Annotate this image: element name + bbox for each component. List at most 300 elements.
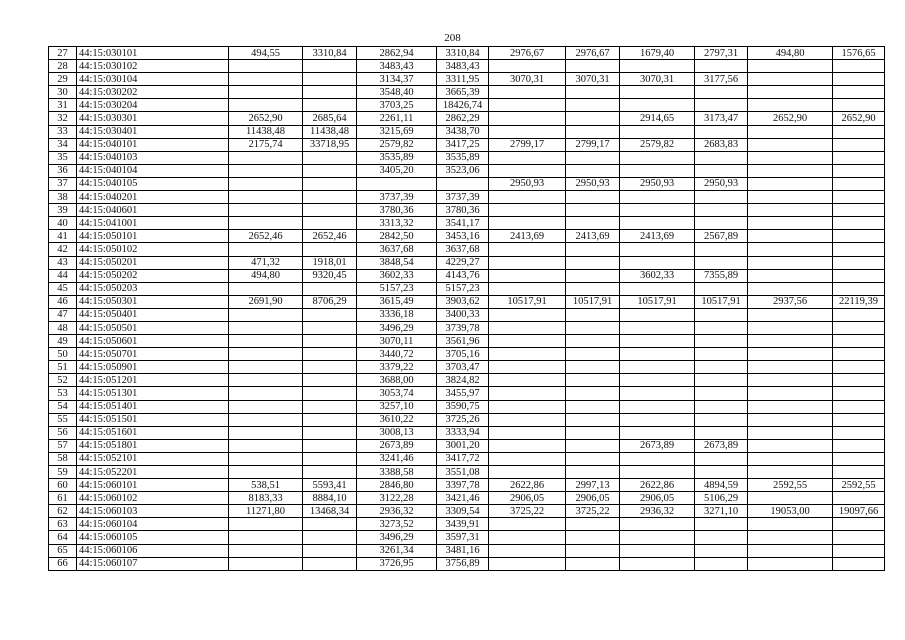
table-row	[49, 256, 885, 269]
row-number-cell: 39	[49, 204, 77, 217]
value-cell	[229, 400, 303, 413]
value-cell	[833, 400, 885, 413]
value-cell: 3535,89	[437, 151, 489, 164]
value-cell: 9320,45	[303, 269, 357, 282]
cadastral-code-cell: 44:15:030104	[77, 73, 229, 86]
value-cell	[833, 439, 885, 452]
value-cell	[303, 308, 357, 321]
value-cell	[303, 73, 357, 86]
value-cell	[833, 426, 885, 439]
value-cell: 3122,28	[357, 492, 437, 505]
value-cell: 2652,46	[303, 230, 357, 243]
value-cell: 3496,29	[357, 531, 437, 544]
value-cell	[229, 151, 303, 164]
table-row	[49, 86, 885, 99]
value-cell: 3590,75	[437, 400, 489, 413]
value-cell	[229, 73, 303, 86]
value-cell	[620, 125, 695, 138]
value-cell: 2567,89	[695, 230, 748, 243]
value-cell: 2413,69	[566, 230, 620, 243]
value-cell: 2976,67	[489, 47, 566, 60]
value-cell: 3903,62	[437, 295, 489, 308]
value-cell: 2936,32	[620, 505, 695, 518]
value-cell	[620, 452, 695, 465]
value-cell	[833, 191, 885, 204]
value-cell	[303, 191, 357, 204]
value-cell	[620, 282, 695, 295]
value-cell	[695, 518, 748, 531]
value-cell: 2579,82	[357, 138, 437, 151]
value-cell: 1918,01	[303, 256, 357, 269]
value-cell	[489, 217, 566, 230]
value-cell: 2846,80	[357, 479, 437, 492]
value-cell: 2652,90	[748, 112, 833, 125]
value-cell: 2950,93	[489, 177, 566, 190]
row-number-cell: 40	[49, 217, 77, 230]
cadastral-code-cell: 44:15:050101	[77, 230, 229, 243]
cadastral-code-cell: 44:15:051401	[77, 400, 229, 413]
table-row	[49, 217, 885, 230]
value-cell	[229, 518, 303, 531]
value-cell: 3070,31	[489, 73, 566, 86]
value-cell	[566, 518, 620, 531]
value-cell: 3726,95	[357, 557, 437, 570]
value-cell	[748, 439, 833, 452]
row-number-cell: 47	[49, 308, 77, 321]
cadastral-code-cell: 44:15:040104	[77, 164, 229, 177]
value-cell	[833, 374, 885, 387]
value-cell	[489, 191, 566, 204]
value-cell	[748, 348, 833, 361]
cadastral-code-cell: 44:15:030101	[77, 47, 229, 60]
value-cell	[489, 374, 566, 387]
value-cell: 3311,95	[437, 73, 489, 86]
value-cell: 3439,91	[437, 518, 489, 531]
row-number-cell: 45	[49, 282, 77, 295]
cadastral-code-cell: 44:15:050203	[77, 282, 229, 295]
value-cell	[748, 413, 833, 426]
value-cell	[229, 164, 303, 177]
table-row	[49, 387, 885, 400]
value-cell	[620, 151, 695, 164]
page-number: 208	[444, 32, 461, 44]
value-cell	[566, 466, 620, 479]
value-cell	[620, 86, 695, 99]
data-table	[48, 46, 885, 571]
value-cell: 3008,13	[357, 426, 437, 439]
cadastral-code-cell: 44:15:030401	[77, 125, 229, 138]
value-cell	[566, 387, 620, 400]
value-cell: 3438,70	[437, 125, 489, 138]
row-number-cell: 38	[49, 191, 77, 204]
value-cell	[303, 361, 357, 374]
value-cell	[489, 348, 566, 361]
value-cell	[229, 439, 303, 452]
value-cell	[303, 387, 357, 400]
value-cell	[489, 544, 566, 557]
value-cell	[229, 177, 303, 190]
value-cell: 2673,89	[357, 439, 437, 452]
value-cell: 19097,66	[833, 505, 885, 518]
value-cell: 3273,52	[357, 518, 437, 531]
cadastral-code-cell: 44:15:030301	[77, 112, 229, 125]
value-cell	[833, 492, 885, 505]
cadastral-code-cell: 44:15:050202	[77, 269, 229, 282]
value-cell	[695, 164, 748, 177]
value-cell	[748, 243, 833, 256]
cadastral-code-cell: 44:15:052101	[77, 452, 229, 465]
value-cell: 3440,72	[357, 348, 437, 361]
value-cell	[566, 321, 620, 334]
value-cell	[833, 282, 885, 295]
value-cell: 2673,89	[695, 439, 748, 452]
value-cell: 3257,10	[357, 400, 437, 413]
table-row	[49, 177, 885, 190]
value-cell: 3483,43	[437, 60, 489, 73]
value-cell: 3637,68	[357, 243, 437, 256]
value-cell: 3725,26	[437, 413, 489, 426]
value-cell: 494,80	[229, 269, 303, 282]
value-cell	[748, 335, 833, 348]
value-cell: 3455,97	[437, 387, 489, 400]
value-cell	[833, 361, 885, 374]
value-cell: 11438,48	[303, 125, 357, 138]
value-cell: 2652,46	[229, 230, 303, 243]
value-cell	[489, 557, 566, 570]
value-cell: 3070,11	[357, 335, 437, 348]
cadastral-code-cell: 44:15:051201	[77, 374, 229, 387]
value-cell	[620, 413, 695, 426]
value-cell	[566, 426, 620, 439]
value-cell	[695, 256, 748, 269]
row-number-cell: 29	[49, 73, 77, 86]
row-number-cell: 31	[49, 99, 77, 112]
value-cell: 3309,54	[437, 505, 489, 518]
value-cell	[620, 217, 695, 230]
value-cell: 2652,90	[229, 112, 303, 125]
value-cell: 3400,33	[437, 308, 489, 321]
value-cell	[229, 426, 303, 439]
table-row	[49, 400, 885, 413]
value-cell: 3703,25	[357, 99, 437, 112]
value-cell	[748, 99, 833, 112]
value-cell: 3780,36	[357, 204, 437, 217]
row-number-cell: 46	[49, 295, 77, 308]
value-cell	[748, 452, 833, 465]
value-cell	[695, 544, 748, 557]
value-cell: 2936,32	[357, 505, 437, 518]
value-cell	[489, 151, 566, 164]
table-row	[49, 426, 885, 439]
table-row	[49, 348, 885, 361]
value-cell: 2914,65	[620, 112, 695, 125]
value-cell: 3310,84	[303, 47, 357, 60]
value-cell: 2950,93	[566, 177, 620, 190]
value-cell	[229, 374, 303, 387]
table-row	[49, 73, 885, 86]
row-number-cell: 54	[49, 400, 77, 413]
value-cell: 3496,29	[357, 321, 437, 334]
value-cell: 3333,94	[437, 426, 489, 439]
value-cell: 2950,93	[695, 177, 748, 190]
value-cell	[695, 282, 748, 295]
row-number-cell: 48	[49, 321, 77, 334]
table-row	[49, 99, 885, 112]
value-cell	[748, 400, 833, 413]
value-cell: 2797,31	[695, 47, 748, 60]
table-row	[49, 492, 885, 505]
cadastral-code-cell: 44:15:041001	[77, 217, 229, 230]
value-cell	[695, 348, 748, 361]
value-cell: 3483,43	[357, 60, 437, 73]
value-cell	[695, 99, 748, 112]
value-cell	[695, 243, 748, 256]
cadastral-code-cell: 44:15:060107	[77, 557, 229, 570]
value-cell	[833, 308, 885, 321]
value-cell: 3053,74	[357, 387, 437, 400]
value-cell: 3688,00	[357, 374, 437, 387]
table-row	[49, 47, 885, 60]
value-cell: 2673,89	[620, 439, 695, 452]
value-cell	[303, 99, 357, 112]
value-cell	[620, 387, 695, 400]
value-cell	[748, 60, 833, 73]
value-cell: 2906,05	[566, 492, 620, 505]
row-number-cell: 63	[49, 518, 77, 531]
value-cell	[833, 86, 885, 99]
value-cell	[695, 204, 748, 217]
value-cell: 3417,25	[437, 138, 489, 151]
value-cell: 2906,05	[620, 492, 695, 505]
value-cell	[833, 452, 885, 465]
value-cell	[229, 86, 303, 99]
row-number-cell: 44	[49, 269, 77, 282]
table-row	[49, 112, 885, 125]
row-number-cell: 30	[49, 86, 77, 99]
value-cell	[695, 426, 748, 439]
value-cell	[695, 400, 748, 413]
value-cell	[229, 204, 303, 217]
value-cell	[833, 204, 885, 217]
value-cell	[695, 321, 748, 334]
value-cell	[833, 269, 885, 282]
value-cell	[229, 348, 303, 361]
value-cell	[303, 204, 357, 217]
table-row	[49, 321, 885, 334]
value-cell: 5593,41	[303, 479, 357, 492]
row-number-cell: 62	[49, 505, 77, 518]
value-cell: 3737,39	[437, 191, 489, 204]
value-cell: 3780,36	[437, 204, 489, 217]
value-cell: 2799,17	[566, 138, 620, 151]
value-cell	[566, 308, 620, 321]
value-cell: 2691,90	[229, 295, 303, 308]
value-cell: 13468,34	[303, 505, 357, 518]
value-cell: 5157,23	[437, 282, 489, 295]
value-cell	[229, 321, 303, 334]
value-cell: 3379,22	[357, 361, 437, 374]
value-cell: 3739,78	[437, 321, 489, 334]
table-body	[49, 47, 885, 571]
value-cell: 19053,00	[748, 505, 833, 518]
cadastral-code-cell: 44:15:060101	[77, 479, 229, 492]
value-cell	[489, 112, 566, 125]
table-row	[49, 204, 885, 217]
row-number-cell: 65	[49, 544, 77, 557]
value-cell	[833, 256, 885, 269]
value-cell	[748, 125, 833, 138]
value-cell	[748, 518, 833, 531]
value-cell: 2261,11	[357, 112, 437, 125]
value-cell: 3173,47	[695, 112, 748, 125]
value-cell	[303, 243, 357, 256]
value-cell: 2413,69	[489, 230, 566, 243]
value-cell	[748, 492, 833, 505]
value-cell: 10517,91	[566, 295, 620, 308]
value-cell	[620, 60, 695, 73]
value-cell: 2937,56	[748, 295, 833, 308]
value-cell: 3310,84	[437, 47, 489, 60]
value-cell	[229, 99, 303, 112]
value-cell: 3725,22	[489, 505, 566, 518]
value-cell	[566, 282, 620, 295]
value-cell	[748, 151, 833, 164]
value-cell	[748, 426, 833, 439]
value-cell	[620, 348, 695, 361]
value-cell: 3541,17	[437, 217, 489, 230]
value-cell	[748, 374, 833, 387]
value-cell	[566, 531, 620, 544]
value-cell	[620, 204, 695, 217]
value-cell	[566, 413, 620, 426]
value-cell	[833, 387, 885, 400]
value-cell	[489, 243, 566, 256]
row-number-cell: 53	[49, 387, 77, 400]
value-cell	[229, 308, 303, 321]
value-cell	[489, 86, 566, 99]
value-cell: 3417,72	[437, 452, 489, 465]
cadastral-code-cell: 44:15:050201	[77, 256, 229, 269]
value-cell	[566, 374, 620, 387]
table-row	[49, 518, 885, 531]
value-cell	[489, 204, 566, 217]
cadastral-code-cell: 44:15:050701	[77, 348, 229, 361]
table-row	[49, 308, 885, 321]
value-cell	[748, 361, 833, 374]
value-cell: 5106,29	[695, 492, 748, 505]
value-cell	[229, 531, 303, 544]
value-cell: 3824,82	[437, 374, 489, 387]
value-cell	[833, 230, 885, 243]
row-number-cell: 52	[49, 374, 77, 387]
row-number-cell: 34	[49, 138, 77, 151]
value-cell	[303, 518, 357, 531]
value-cell	[833, 335, 885, 348]
value-cell	[833, 531, 885, 544]
value-cell	[833, 73, 885, 86]
value-cell: 2413,69	[620, 230, 695, 243]
cadastral-code-cell: 44:15:030102	[77, 60, 229, 73]
value-cell	[229, 557, 303, 570]
value-cell: 8706,29	[303, 295, 357, 308]
cadastral-code-cell: 44:15:052201	[77, 466, 229, 479]
value-cell	[303, 321, 357, 334]
table-row	[49, 125, 885, 138]
value-cell	[229, 544, 303, 557]
value-cell	[833, 544, 885, 557]
row-number-cell: 56	[49, 426, 77, 439]
row-number-cell: 55	[49, 413, 77, 426]
value-cell: 33718,95	[303, 138, 357, 151]
value-cell	[833, 557, 885, 570]
value-cell: 3548,40	[357, 86, 437, 99]
value-cell	[566, 112, 620, 125]
value-cell: 3405,20	[357, 164, 437, 177]
value-cell	[489, 125, 566, 138]
value-cell	[833, 217, 885, 230]
value-cell: 8183,33	[229, 492, 303, 505]
cadastral-code-cell: 44:15:051501	[77, 413, 229, 426]
value-cell: 1576,65	[833, 47, 885, 60]
cadastral-code-cell: 44:15:040201	[77, 191, 229, 204]
cadastral-code-cell: 44:15:051301	[77, 387, 229, 400]
value-cell	[303, 452, 357, 465]
table-row	[49, 505, 885, 518]
cadastral-code-cell: 44:15:040601	[77, 204, 229, 217]
value-cell: 3261,34	[357, 544, 437, 557]
value-cell	[695, 413, 748, 426]
value-cell: 1679,40	[620, 47, 695, 60]
table-row	[49, 282, 885, 295]
value-cell	[303, 400, 357, 413]
row-number-cell: 37	[49, 177, 77, 190]
value-cell	[695, 452, 748, 465]
row-number-cell: 43	[49, 256, 77, 269]
row-number-cell: 66	[49, 557, 77, 570]
value-cell	[833, 413, 885, 426]
value-cell: 2906,05	[489, 492, 566, 505]
table-row	[49, 361, 885, 374]
table-row	[49, 531, 885, 544]
value-cell	[833, 125, 885, 138]
value-cell	[748, 544, 833, 557]
value-cell	[566, 348, 620, 361]
value-cell	[303, 177, 357, 190]
value-cell	[489, 400, 566, 413]
table-row	[49, 439, 885, 452]
value-cell: 3597,31	[437, 531, 489, 544]
value-cell	[695, 557, 748, 570]
value-cell: 3610,22	[357, 413, 437, 426]
value-cell	[695, 308, 748, 321]
value-cell: 3637,68	[437, 243, 489, 256]
value-cell	[833, 243, 885, 256]
value-cell: 3848,54	[357, 256, 437, 269]
value-cell: 3241,46	[357, 452, 437, 465]
value-cell: 3134,37	[357, 73, 437, 86]
row-number-cell: 60	[49, 479, 77, 492]
value-cell: 3481,16	[437, 544, 489, 557]
value-cell	[566, 544, 620, 557]
value-cell	[566, 439, 620, 452]
value-cell	[489, 531, 566, 544]
value-cell	[748, 557, 833, 570]
cadastral-code-cell: 44:15:060104	[77, 518, 229, 531]
value-cell	[620, 335, 695, 348]
value-cell: 2842,50	[357, 230, 437, 243]
table-row	[49, 544, 885, 557]
value-cell	[489, 282, 566, 295]
